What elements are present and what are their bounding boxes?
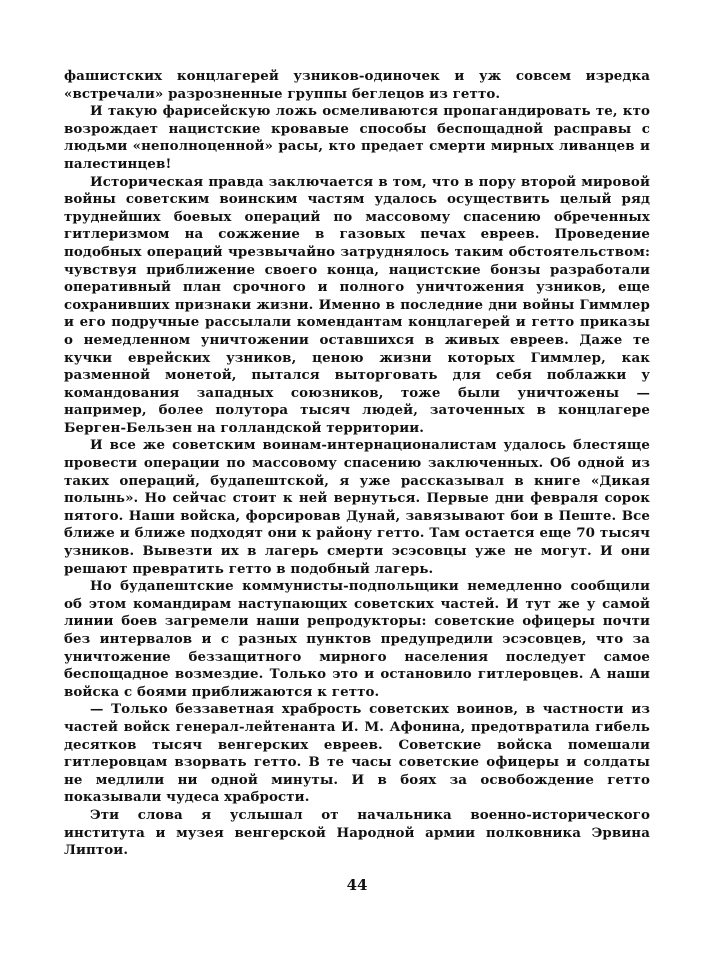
paragraph-historical-truth: Историческая правда заключается в том, что в пору второй мировой войны советским воинским частям удалось осуществить целый ряд труднейших боевых операций по массовому спасению обреченных гитлеризмом на сожжение в газовых печах евреев. Проведение подобных операций чрезвычайно затруднялось таким обстоятельством: чувствуя приближение своего конца, нацистские бонзы разработали оперативный план срочного и полного уничтожения узников, еще сохранивших признаки жизни. Именно в последние дни войны Гиммлер и его подручные рассылали комендантам концлагерей и гетто приказы о немедленном уничтожении оставшихся в живых евреев. Даже те кучки еврейских узников, ценою жизни которых Гиммлер, как разменной монетой, пытался выторговать для себя поблажки у командования западных союзников, тоже были уничтожены — например, более полутора тысяч людей, заточенных в концлагере Берген-Бельзен на голландской территории. [64,173,650,436]
page-body [64,68,650,860]
paragraph-budapest-operation: И все же советским воинам-интернационалистам удалось блестяще провести операции по массовому спасению заключенных. Об одной из таких операций, будапештской, я уже рассказывал в книге «Дикая полынь». Но сейчас стоит к ней вернуться. Первые дни февраля сорок пятого. Наши войска, форсировав Дунай, завязывают бои в Пеште. Все ближе и ближе подходят они к району гетто. Там остается еще 70 тысяч узников. Вывезти их в лагерь смерти эсэсовцы уже не могут. И они решают превратить гетто в подобный лагерь. [64,437,650,577]
page-number: 44 [346,876,368,894]
paragraph-continuation: фашистских концлагерей узников-одиночек и уж совсем изредка «встречали» разрозненные группы беглецов из гетто. [64,68,650,102]
paragraph-quote-bravery: — Только беззаветная храбрость советских воинов, в частности из частей войск генерал-лейтенанта И. М. Афонина, предотвратила гибель десятков тысяч венгерских евреев. Советские войска помешали гитлеровцам взорвать гетто. В те часы советские офицеры и солдаты не медлили ни одной минуты. И в боях за освобождение гетто показывали чудеса храбрости. [64,701,650,806]
paragraph-underground-communists: Но будапештские коммунисты-подпольщики немедленно сообщили об этом командирам наступающих советских частей. И тут же у самой линии боев загремели наши репродукторы: советские офицеры почти без интервалов и с разных пунктов предупредили эсэсовцев, что за уничтожение беззащитного мирного населения последует самое беспощадное возмездие. Только это и остановило гитлеровцев. А наши войска с боями приближаются к гетто. [64,578,650,700]
paragraph-source-attribution: Эти слова я услышал от начальника военно-исторического института и музея венгерской Народной армии полковника Эрвина Липтои. [64,806,650,859]
paragraph-pharisaic-lie: И такую фарисейскую ложь осмеливаются пропагандировать те, кто возрождает нацистские кровавые способы беспощадной расправы с людьми «неполноценной» расы, кто предает смерти мирных ливанцев и палестинцев! [64,103,650,172]
